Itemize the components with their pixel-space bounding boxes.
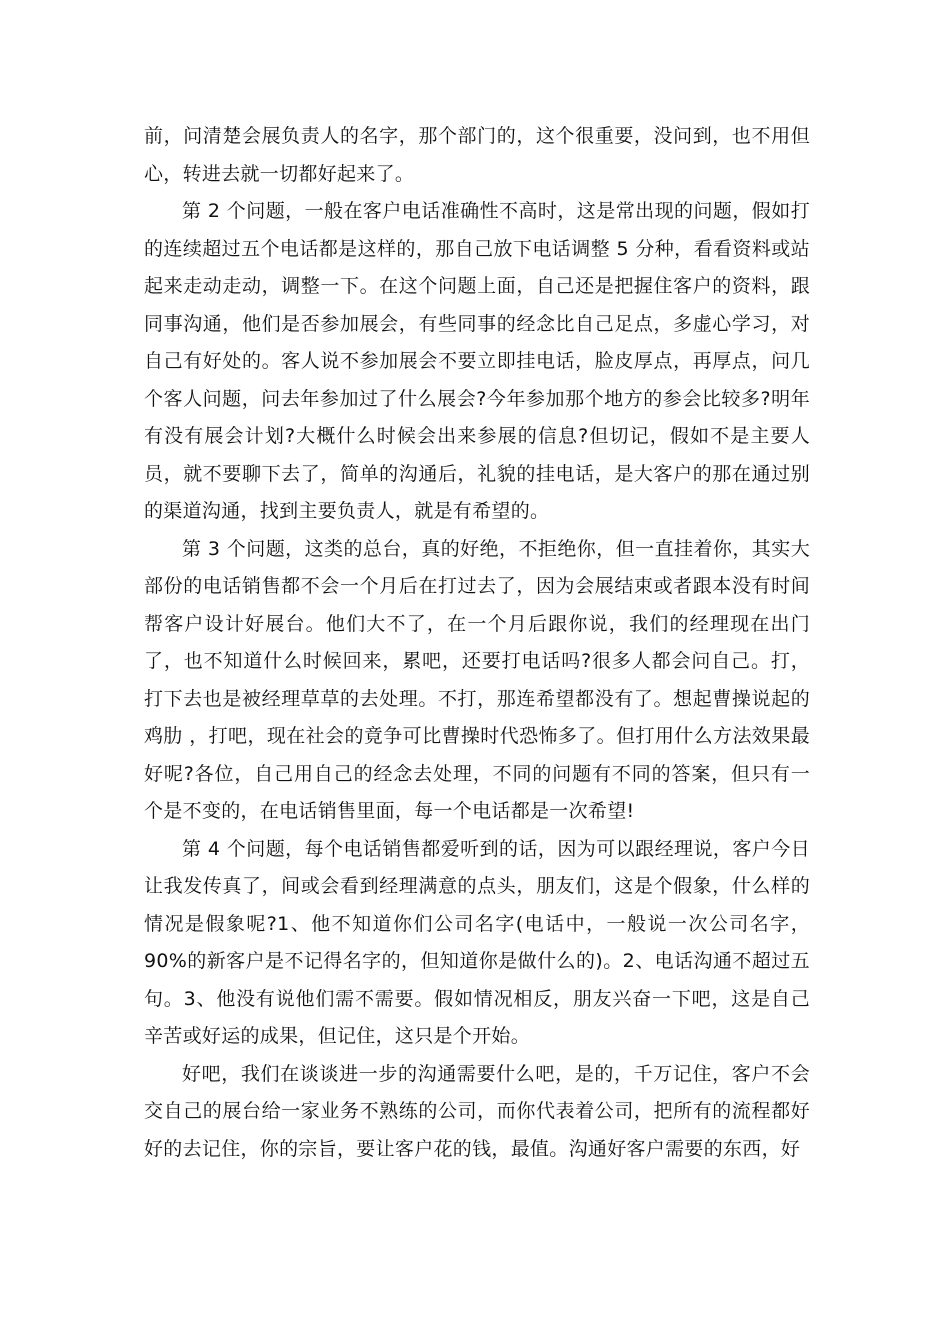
paragraph: 前，问清楚会展负责人的名字，那个部门的，这个很重要，没问到，也不用但心，转进去就一切都好起来了。	[144, 125, 810, 185]
paragraph: 第 2 个问题，一般在客户电话准确性不高时，这是常出现的问题，假如打的连续超过五个电话都是这样的，那自己放下电话调整 5 分种，看看资料或站起来走动走动，调整一下。在这个问题上面，自己还是把握住客户的资料，跟同事沟通，他们是否参加展会，有些同事的经念比自己足点，多虚心学习，对自己有好处的。客人说不参加展会不要立即挂电话，脸皮厚点，再厚点，问几个客人问题，问去年参加过了什么展会?今年参加那个地方的参会比较多?明年有没有展会计划?大概什么时候会出来参展的信息?但切记，假如不是主要人员，就不要聊下去了，简单的沟通后，礼貌的挂电话，是大客户的那在通过别的渠道沟通，找到主要负责人，就是有希望的。	[144, 200, 810, 522]
paragraph: 好吧，我们在谈谈进一步的沟通需要什么吧，是的，千万记住，客户不会交自己的展台给一家业务不熟练的公司，而你代表着公司，把所有的流程都好好的去记住，你的宗旨，要让客户花的钱，最值。沟通好客户需要的东西，好	[144, 1062, 810, 1160]
document-body	[144, 118, 810, 1168]
paragraph: 第 4 个问题，每个电话销售都爱听到的话，因为可以跟经理说，客户今日让我发传真了，间或会看到经理满意的点头，朋友们，这是个假象，什么样的情况是假象呢?1、他不知道你们公司名字(电话中，一般说一次公司名字，90%的新客户是不记得名字的，但知道你是做什么的)。2、电话沟通不超过五句。3、他没有说他们需不需要。假如情况相反，朋友兴奋一下吧，这是自己辛苦或好运的成果，但记住，这只是个开始。	[144, 837, 810, 1047]
paragraph: 第 3 个问题，这类的总台，真的好绝，不拒绝你，但一直挂着你，其实大部份的电话销售都不会一个月后在打过去了，因为会展结束或者跟本没有时间帮客户设计好展台。他们大不了，在一个月后跟你说，我们的经理现在出门了，也不知道什么时候回来，累吧，还要打电话吗?很多人都会问自己。打，打下去也是被经理草草的去处理。不打，那连希望都没有了。想起曹操说起的 鸡肋 ，打吧，现在社会的竟争可比曹操时代恐怖多了。但打用什么方法效果最好呢?各位，自己用自己的经念去处理，不同的问题有不同的答案，但只有一个是不变的，在电话销售里面，每一个电话都是一次希望!	[144, 537, 810, 822]
